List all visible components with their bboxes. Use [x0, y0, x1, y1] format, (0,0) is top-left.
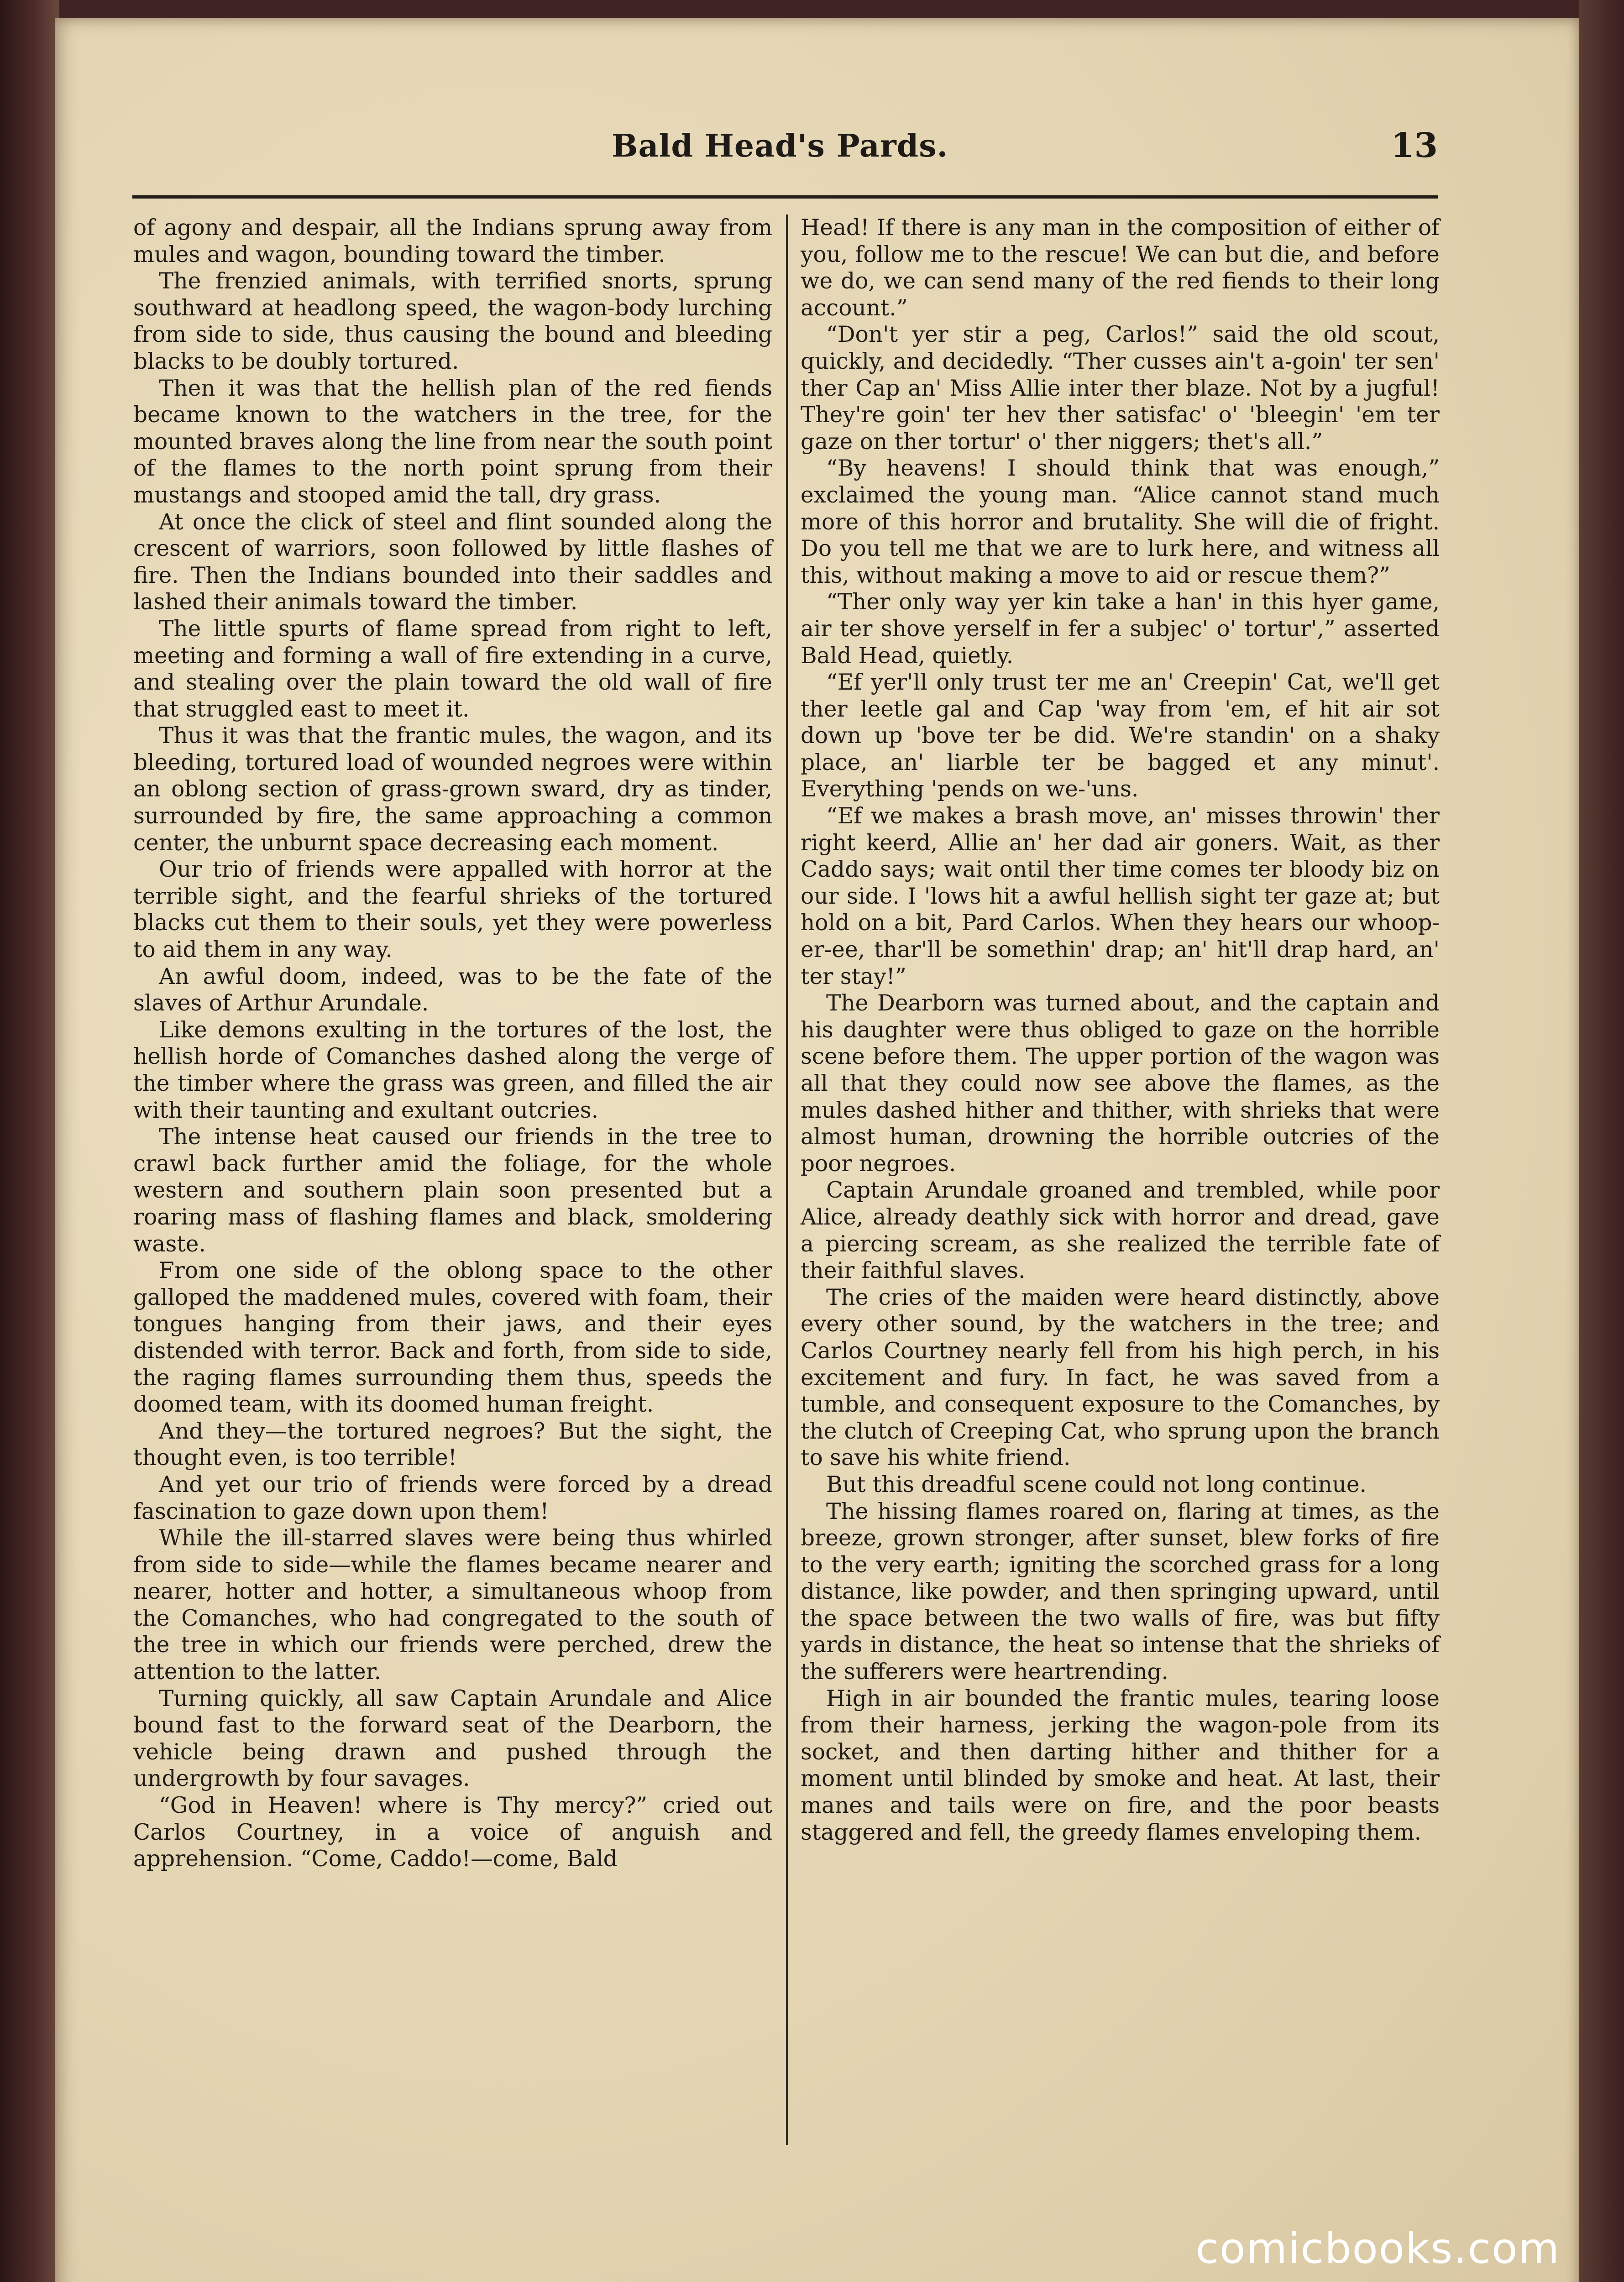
paragraph: “By heavens! I should think that was enough,” exclaimed the young man. “Alice cannot stand much more of this horror and brutality. She will die of fright. Do you tell me that we are to lurk here, and witness all this, without making a move to aid or rescue them?”	[801, 455, 1440, 588]
paragraph: Like demons exulting in the tortures of the lost, the hellish horde of Comanches dashed along the verge of the timber where the grass was green, and filled the air with their taunting and exultant outcries.	[133, 1017, 772, 1123]
paragraph: The frenzied animals, with terrified snorts, sprung southward at headlong speed, the wagon-body lurching from side to side, thus causing the bound and bleeding blacks to be doubly tortured.	[133, 268, 772, 374]
paragraph: “God in Heaven! where is Thy mercy?” cried out Carlos Courtney, in a voice of anguish and apprehension. “Come, Caddo!—come, Bald	[133, 1793, 772, 1872]
watermark: comicbooks.com	[1195, 2224, 1560, 2273]
paragraph: But this dreadful scene could not long continue.	[826, 1471, 1367, 1497]
book-spine	[0, 0, 59, 2282]
right-column	[801, 215, 1440, 1846]
paragraph: At once the click of steel and flint sounded along the crescent of warriors, soon followed by little flashes of fire. Then the Indians bounded into their saddles and lashed their animals toward the timber.	[133, 509, 772, 615]
paragraph: The little spurts of flame spread from right to left, meeting and forming a wall of fire extending in a curve, and stealing over the plain toward the old wall of fire that struggled east to meet it.	[133, 616, 772, 722]
paragraph: of agony and despair, all the Indians sprung away from mules and wagon, bounding toward the timber.	[133, 215, 772, 267]
paragraph: Then it was that the hellish plan of the red fiends became known to the watchers in the tree, for the mounted braves along the line from near the south point of the flames to the north point sprung from their mustangs and stooped amid the tall, dry grass.	[133, 375, 772, 508]
running-title: Bald Head's Pards.	[612, 128, 948, 164]
paragraph: The hissing flames roared on, flaring at times, as the breeze, grown stronger, after sunset, blew forks of fire to the very earth; igniting the scorched grass for a long distance, like powder, and then springing upward, until the space between the two walls of fire, was but fifty yards in distance, the heat so intense that the shrieks of the sufferers were heartrending.	[801, 1498, 1440, 1685]
paragraph: The Dearborn was turned about, and the captain and his daughter were thus obliged to gaze on the horrible scene before them. The upper portion of the wagon was all that they could now see above the flames, as the mules dashed hither and thither, with shrieks that were almost human, drowning the horrible outcries of the poor negroes.	[801, 990, 1440, 1177]
page-number: 13	[1391, 126, 1438, 165]
left-column	[133, 215, 772, 1873]
paragraph: High in air bounded the frantic mules, tearing loose from their harness, jerking the wagon-pole from its socket, and then darting hither and thither for a moment until blinded by smoke and heat. At last, their manes and tails were on fire, and the poor beasts staggered and fell, the greedy flames enveloping them.	[801, 1685, 1440, 1845]
paragraph: Thus it was that the frantic mules, the wagon, and its bleeding, tortured load of wounded negroes were within an oblong section of grass-grown sward, dry as tinder, surrounded by fire, the same approaching a common center, the unburnt space decreasing each moment.	[133, 723, 772, 856]
paragraph: Captain Arundale groaned and trembled, while poor Alice, already deathly sick with horror and dread, gave a piercing scream, as she realized the terrible fate of their faithful slaves.	[801, 1178, 1440, 1284]
paragraph: While the ill-starred slaves were being thus whirled from side to side—while the flames became nearer and nearer, hotter and hotter, a simultaneous whoop from the Comanches, who had congregated to the south of the tree in which our friends were perched, drew the attention to the latter.	[133, 1525, 772, 1685]
paragraph: “Don't yer stir a peg, Carlos!” said the old scout, quickly, and decidedly. “Ther cusses ain't a-goin' ter sen' ther Cap an' Miss Allie inter ther blaze. Not by a jugful! They're goin' ter hev ther satisfac' o' 'bleegin' 'em ter gaze on ther tortur' o' ther niggers; thet's all.”	[801, 322, 1440, 455]
paragraph: Turning quickly, all saw Captain Arundale and Alice bound fast to the forward seat of the Dearborn, the vehicle being drawn and pushed through the undergrowth by four savages.	[133, 1685, 772, 1792]
paragraph: And they—the tortured negroes? But the sight, the thought even, is too terrible!	[133, 1418, 772, 1471]
paragraph: “Ther only way yer kin take a han' in this hyer game, air ter shove yerself in fer a subjec' o' tortur',” asserted Bald Head, quietly.	[801, 589, 1440, 669]
page-edge	[1579, 0, 1624, 2282]
page-header	[132, 114, 1438, 183]
paragraph: Head! If there is any man in the composition of either of you, follow me to the rescue! We can but die, and before we do, we can send many of the red fiends to their long account.”	[801, 215, 1440, 321]
paragraph: An awful doom, indeed, was to be the fate of the slaves of Arthur Arundale.	[133, 963, 772, 1016]
paragraph: “Ef yer'll only trust ter me an' Creepin' Cat, we'll get ther leetle gal and Cap 'way from 'em, ef hit air sot down up 'bove ter be did. We're standin' on a shaky place, an' liarble ter be bagged et any minut'. Everything 'pends on we-'uns.	[801, 670, 1440, 802]
column-divider	[786, 215, 788, 2145]
paragraph: “Ef we makes a brash move, an' misses throwin' ther right keerd, Allie an' her dad air goners. Wait, as ther Caddo says; wait ontil ther time comes ter bloody biz on our side. I 'lows hit a awful hellish sight ter gaze at; but hold on a bit, Pard Carlos. When they hears our whoop-er-ee, thar'll be somethin' drap; an' hit'll drap hard, an' ter stay!”	[801, 803, 1440, 989]
paragraph: The intense heat caused our friends in the tree to crawl back further amid the foliage, for the whole western and southern plain soon presented but a roaring mass of flashing flames and black, smoldering waste.	[133, 1124, 772, 1257]
header-rule	[132, 195, 1438, 199]
paragraph: And yet our trio of friends were forced by a dread fascination to gaze down upon them!	[133, 1471, 772, 1524]
paragraph: Our trio of friends were appalled with horror at the terrible sight, and the fearful shrieks of the tortured blacks cut them to their souls, yet they were powerless to aid them in any way.	[133, 857, 772, 963]
paragraph: From one side of the oblong space to the other galloped the maddened mules, covered with foam, their tongues hanging from their jaws, and their eyes distended with terror. Back and forth, from side to side, the raging flames surrounding them thus, speeds the doomed team, with its doomed human freight.	[133, 1258, 772, 1418]
paragraph: The cries of the maiden were heard distinctly, above every other sound, by the watchers in the tree; and Carlos Courtney nearly fell from his high perch, in his excitement and fury. In fact, he was saved from a tumble, and consequent exposure to the Comanches, by the clutch of Creeping Cat, who sprung upon the branch to save his white friend.	[801, 1284, 1440, 1471]
